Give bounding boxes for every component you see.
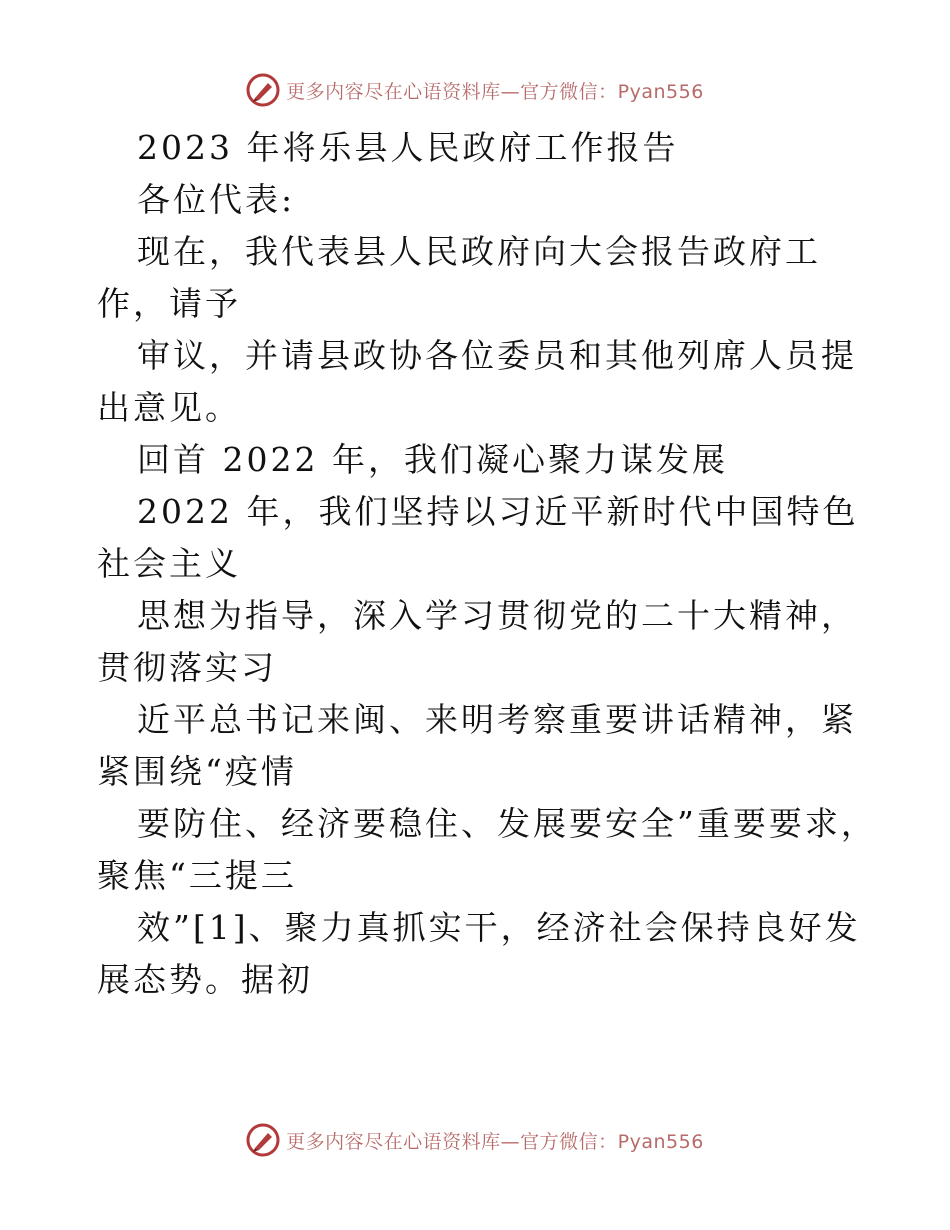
paragraph: 审议，并请县政协各位委员和其他列席人员提出意见。 — [97, 336, 857, 427]
paragraph: 思想为指导，深入学习贯彻党的二十大精神，贯彻落实习 — [97, 596, 857, 687]
paragraph: 2022 年，我们坚持以习近平新时代中国特色社会主义 — [97, 492, 859, 583]
footer-watermark — [0, 1120, 950, 1160]
pen-logo-icon — [246, 73, 280, 107]
section-heading: 回首 2022 年，我们凝心聚力谋发展 — [137, 440, 728, 479]
document-body — [97, 122, 877, 1006]
paragraph: 近平总书记来闽、来明考察重要讲话精神，紧紧围绕“疫情 — [97, 700, 857, 791]
paragraph: 现在，我代表县人民政府向大会报告政府工作，请予 — [97, 232, 821, 323]
header-watermark — [0, 70, 950, 110]
paragraph: 效”[1]、聚力真抓实干，经济社会保持良好发展态势。据初 — [97, 908, 861, 999]
salutation: 各位代表: — [137, 180, 296, 219]
watermark-text: 更多内容尽在心语资料库—官方微信：Pyan556 — [286, 80, 704, 103]
watermark-text: 更多内容尽在心语资料库—官方微信：Pyan556 — [286, 1130, 704, 1153]
pen-logo-icon — [246, 1123, 280, 1157]
paragraph: 要防住、经济要稳住、发展要安全”重要要求，聚焦“三提三 — [97, 804, 877, 895]
document-title: 2023 年将乐县人民政府工作报告 — [137, 128, 679, 167]
